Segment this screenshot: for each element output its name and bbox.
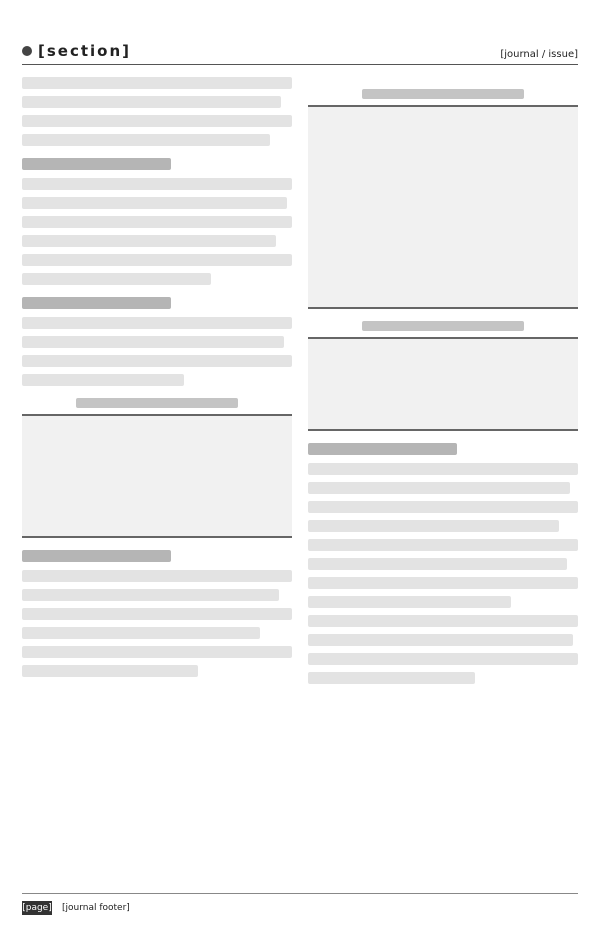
text-line	[22, 96, 281, 108]
text-line	[22, 115, 292, 127]
text-line	[22, 216, 292, 228]
subsection-heading	[22, 297, 171, 309]
text-line	[22, 608, 292, 620]
text-line	[308, 558, 567, 570]
text-line	[22, 254, 292, 266]
left-column	[22, 77, 292, 691]
text-line	[308, 539, 578, 551]
text-line	[308, 653, 578, 665]
data-table	[308, 337, 578, 431]
text-line	[22, 355, 292, 367]
text-line	[22, 570, 292, 582]
right-column	[308, 77, 578, 691]
section-label: [section]	[38, 42, 131, 60]
data-table	[308, 105, 578, 309]
section-heading	[308, 443, 457, 455]
text-line	[22, 178, 292, 190]
table-title	[76, 398, 238, 408]
text-line	[22, 646, 292, 658]
text-line	[308, 615, 578, 627]
table-title	[362, 321, 524, 331]
header-left	[22, 42, 131, 60]
text-line	[308, 520, 559, 532]
text-line	[22, 273, 211, 285]
text-line	[22, 589, 279, 601]
page-footer	[22, 893, 578, 918]
text-line	[308, 482, 570, 494]
text-line	[308, 672, 475, 684]
text-line	[22, 134, 270, 146]
data-table	[22, 414, 292, 538]
text-line	[22, 197, 287, 209]
text-line	[308, 577, 578, 589]
subsection-heading	[22, 550, 171, 562]
text-line	[22, 317, 292, 329]
text-line	[22, 336, 284, 348]
text-line	[308, 501, 578, 513]
text-line	[308, 634, 573, 646]
page-number: [page]	[22, 903, 52, 913]
text-line	[308, 596, 511, 608]
text-line	[22, 665, 198, 677]
page-header	[22, 26, 578, 65]
table-title	[362, 89, 524, 99]
subsection-heading	[22, 158, 171, 170]
journal-info: [journal / issue]	[500, 49, 578, 60]
text-line	[308, 463, 578, 475]
section-marker-icon	[22, 46, 32, 56]
article-columns	[22, 77, 578, 691]
text-line	[22, 235, 276, 247]
text-line	[22, 374, 184, 386]
text-line	[22, 77, 292, 89]
text-line	[22, 627, 260, 639]
footer-journal-line: [journal footer]	[62, 903, 130, 913]
